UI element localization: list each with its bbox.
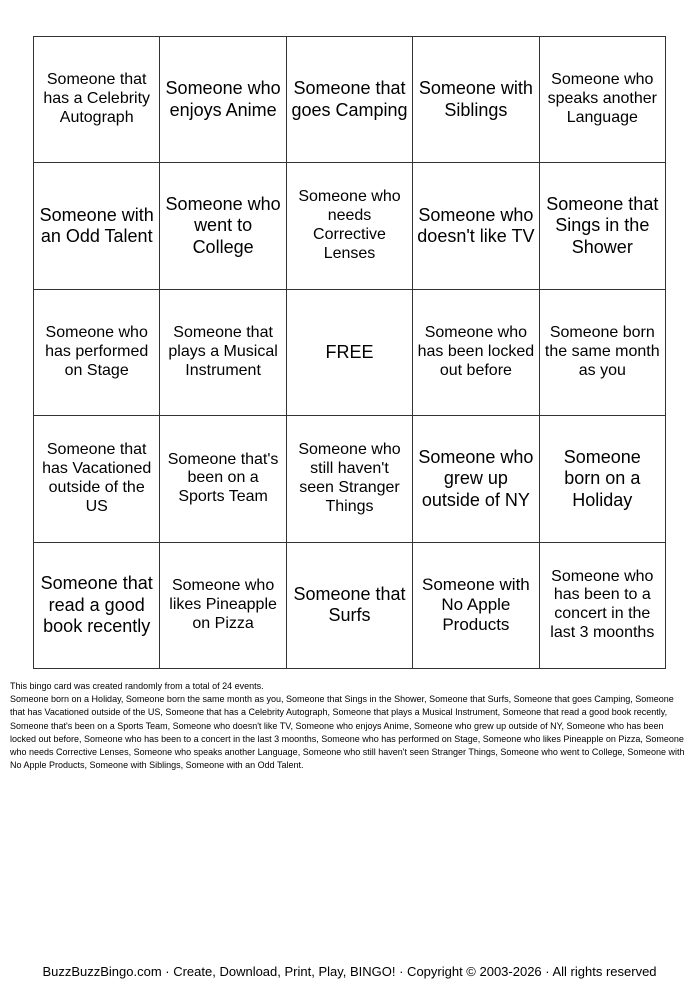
card-events-list: Someone born on a Holiday, Someone born the same month as you, Someone that Sings in the Shower, Someone that Surfs, Someone that goes Camping, Someone that has Vacationed outside of the US, Someone that has a Celebrity Autograph, Someone that plays a Musical Instrument, Someone that read a good book recently, Someone that's been on a Sports Team, Someone who doesn't like TV, Someone who enjoys Anime, Someone who grew up outside of NY, Someone who has been locked out before, Someone who has been to a concert in the last 3 moonths, Someone who has performed on Stage, Someone who likes Pineapple on Pizza, Someone who needs Corrective Lenses, Someone who speaks another Language, Someone who still haven't seen Stranger Things, Someone who went to College, Someone with No Apple Products, Someone with Siblings, Someone with an Odd Talent. (10, 694, 685, 771)
bingo-cell-r3c1: Someone who has performed on Stage (34, 290, 160, 416)
card-info (10, 680, 690, 772)
bingo-cell-r3c4: Someone who has been locked out before (413, 290, 539, 416)
bingo-cell-r2c3: Someone who needs Corrective Lenses (287, 163, 413, 289)
bingo-free-space: FREE (287, 290, 413, 416)
bingo-cell-r2c2: Someone who went to College (160, 163, 286, 289)
bingo-cell-r1c3: Someone that goes Camping (287, 37, 413, 163)
bingo-cell-r4c4: Someone who grew up outside of NY (413, 416, 539, 542)
bingo-cell-r5c1: Someone that read a good book recently (34, 543, 160, 669)
bingo-cell-r1c5: Someone who speaks another Language (540, 37, 666, 163)
bingo-cell-r2c4: Someone who doesn't like TV (413, 163, 539, 289)
page-footer: BuzzBuzzBingo.com · Create, Download, Print, Play, BINGO! · Copyright © 2003-2026 · All rights reserved (42, 964, 657, 979)
card-info-intro: This bingo card was created randomly from a total of 24 events. (10, 681, 264, 691)
bingo-cell-r1c2: Someone who enjoys Anime (160, 37, 286, 163)
bingo-cell-r4c2: Someone that's been on a Sports Team (160, 416, 286, 542)
bingo-cell-r4c1: Someone that has Vacationed outside of the US (34, 416, 160, 542)
bingo-cell-r3c5: Someone born the same month as you (540, 290, 666, 416)
bingo-cell-r5c5: Someone who has been to a concert in the last 3 moonths (540, 543, 666, 669)
bingo-cell-r2c1: Someone with an Odd Talent (34, 163, 160, 289)
bingo-cell-r5c4: Someone with No Apple Products (413, 543, 539, 669)
bingo-cell-r3c2: Someone that plays a Musical Instrument (160, 290, 286, 416)
bingo-cell-r1c4: Someone with Siblings (413, 37, 539, 163)
bingo-cell-r5c3: Someone that Surfs (287, 543, 413, 669)
bingo-cell-r1c1: Someone that has a Celebrity Autograph (34, 37, 160, 163)
bingo-cell-r4c5: Someone born on a Holiday (540, 416, 666, 542)
bingo-cell-r2c5: Someone that Sings in the Shower (540, 163, 666, 289)
bingo-cell-r5c2: Someone who likes Pineapple on Pizza (160, 543, 286, 669)
bingo-cell-r4c3: Someone who still haven't seen Stranger Things (287, 416, 413, 542)
bingo-card-grid (33, 36, 666, 669)
